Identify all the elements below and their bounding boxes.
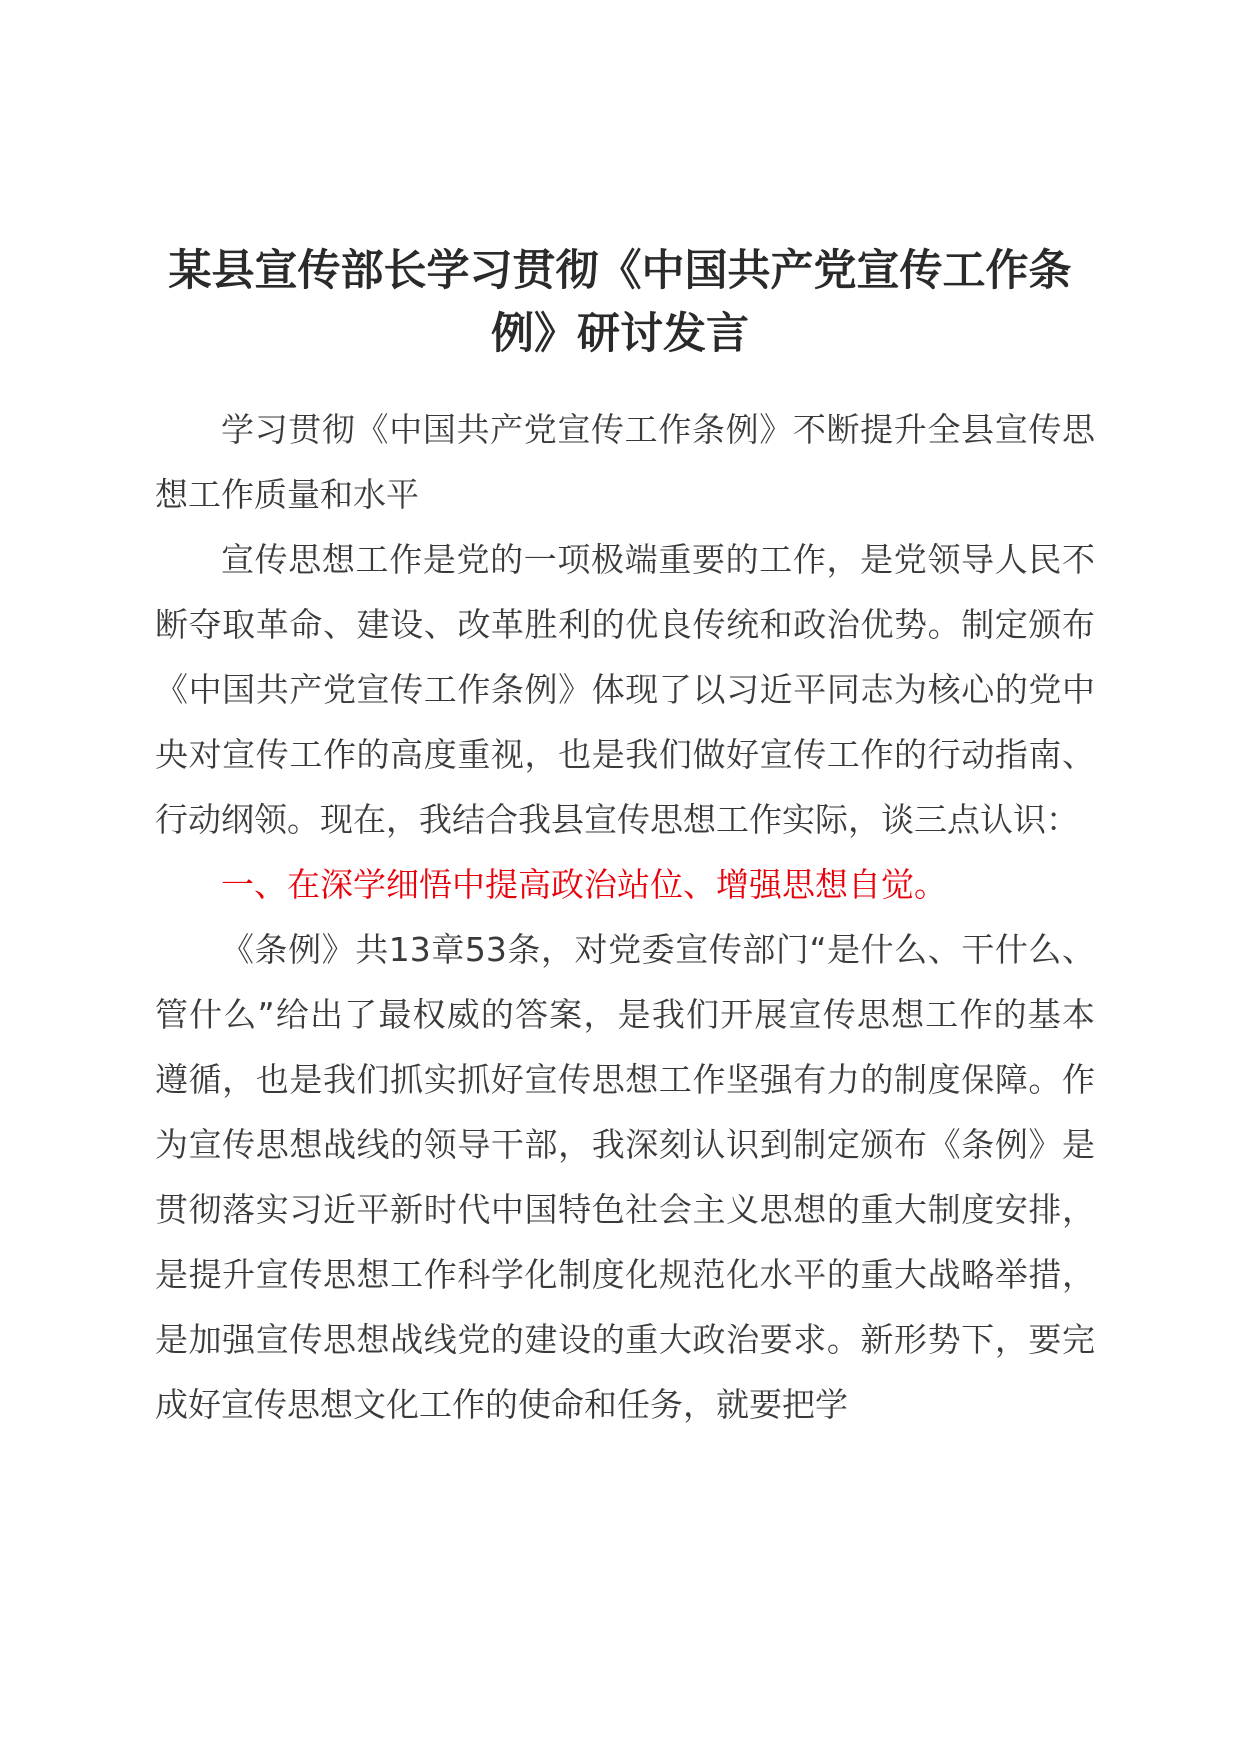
document-title: 某县宣传部长学习贯彻《中国共产党宣传工作条例》研讨发言 xyxy=(168,246,1072,359)
paragraph-section-1: 《条例》共13章53条，对党委宣传部门“是什么、干什么、管什么”给出了最权威的答案，是我们开展宣传思想工作的基本遵循，也是我们抓实抓好宣传思想工作坚强有力的制度保障。作为宣传思想战线的领导干部，我深刻认识到制定颁布《条例》是贯彻落实习近平新时代中国特色社会主义思想的重大制度安排，是提升宣传思想工作科学化制度化规范化水平的重大战略举措，是加强宣传思想战线党的建设的重大政治要求。新形势下，要完成好宣传思想文化工作的使命和任务，就要把学 xyxy=(155,930,1095,1424)
document-body xyxy=(155,397,1095,1437)
paragraph-intro: 宣传思想工作是党的一项极端重要的工作，是党领导人民不断夺取革命、建设、改革胜利的优良传统和政治优势。制定颁布《中国共产党宣传工作条例》体现了以习近平同志为核心的党中央对宣传工作的高度重视，也是我们做好宣传工作的行动指南、行动纲领。现在，我结合我县宣传思想工作实际，谈三点认识： xyxy=(155,540,1095,839)
section-heading-1: 一、在深学细悟中提高政治站位、增强思想自觉。 xyxy=(221,865,947,904)
paragraph-subtitle: 学习贯彻《中国共产党宣传工作条例》不断提升全县宣传思想工作质量和水平 xyxy=(155,410,1095,514)
